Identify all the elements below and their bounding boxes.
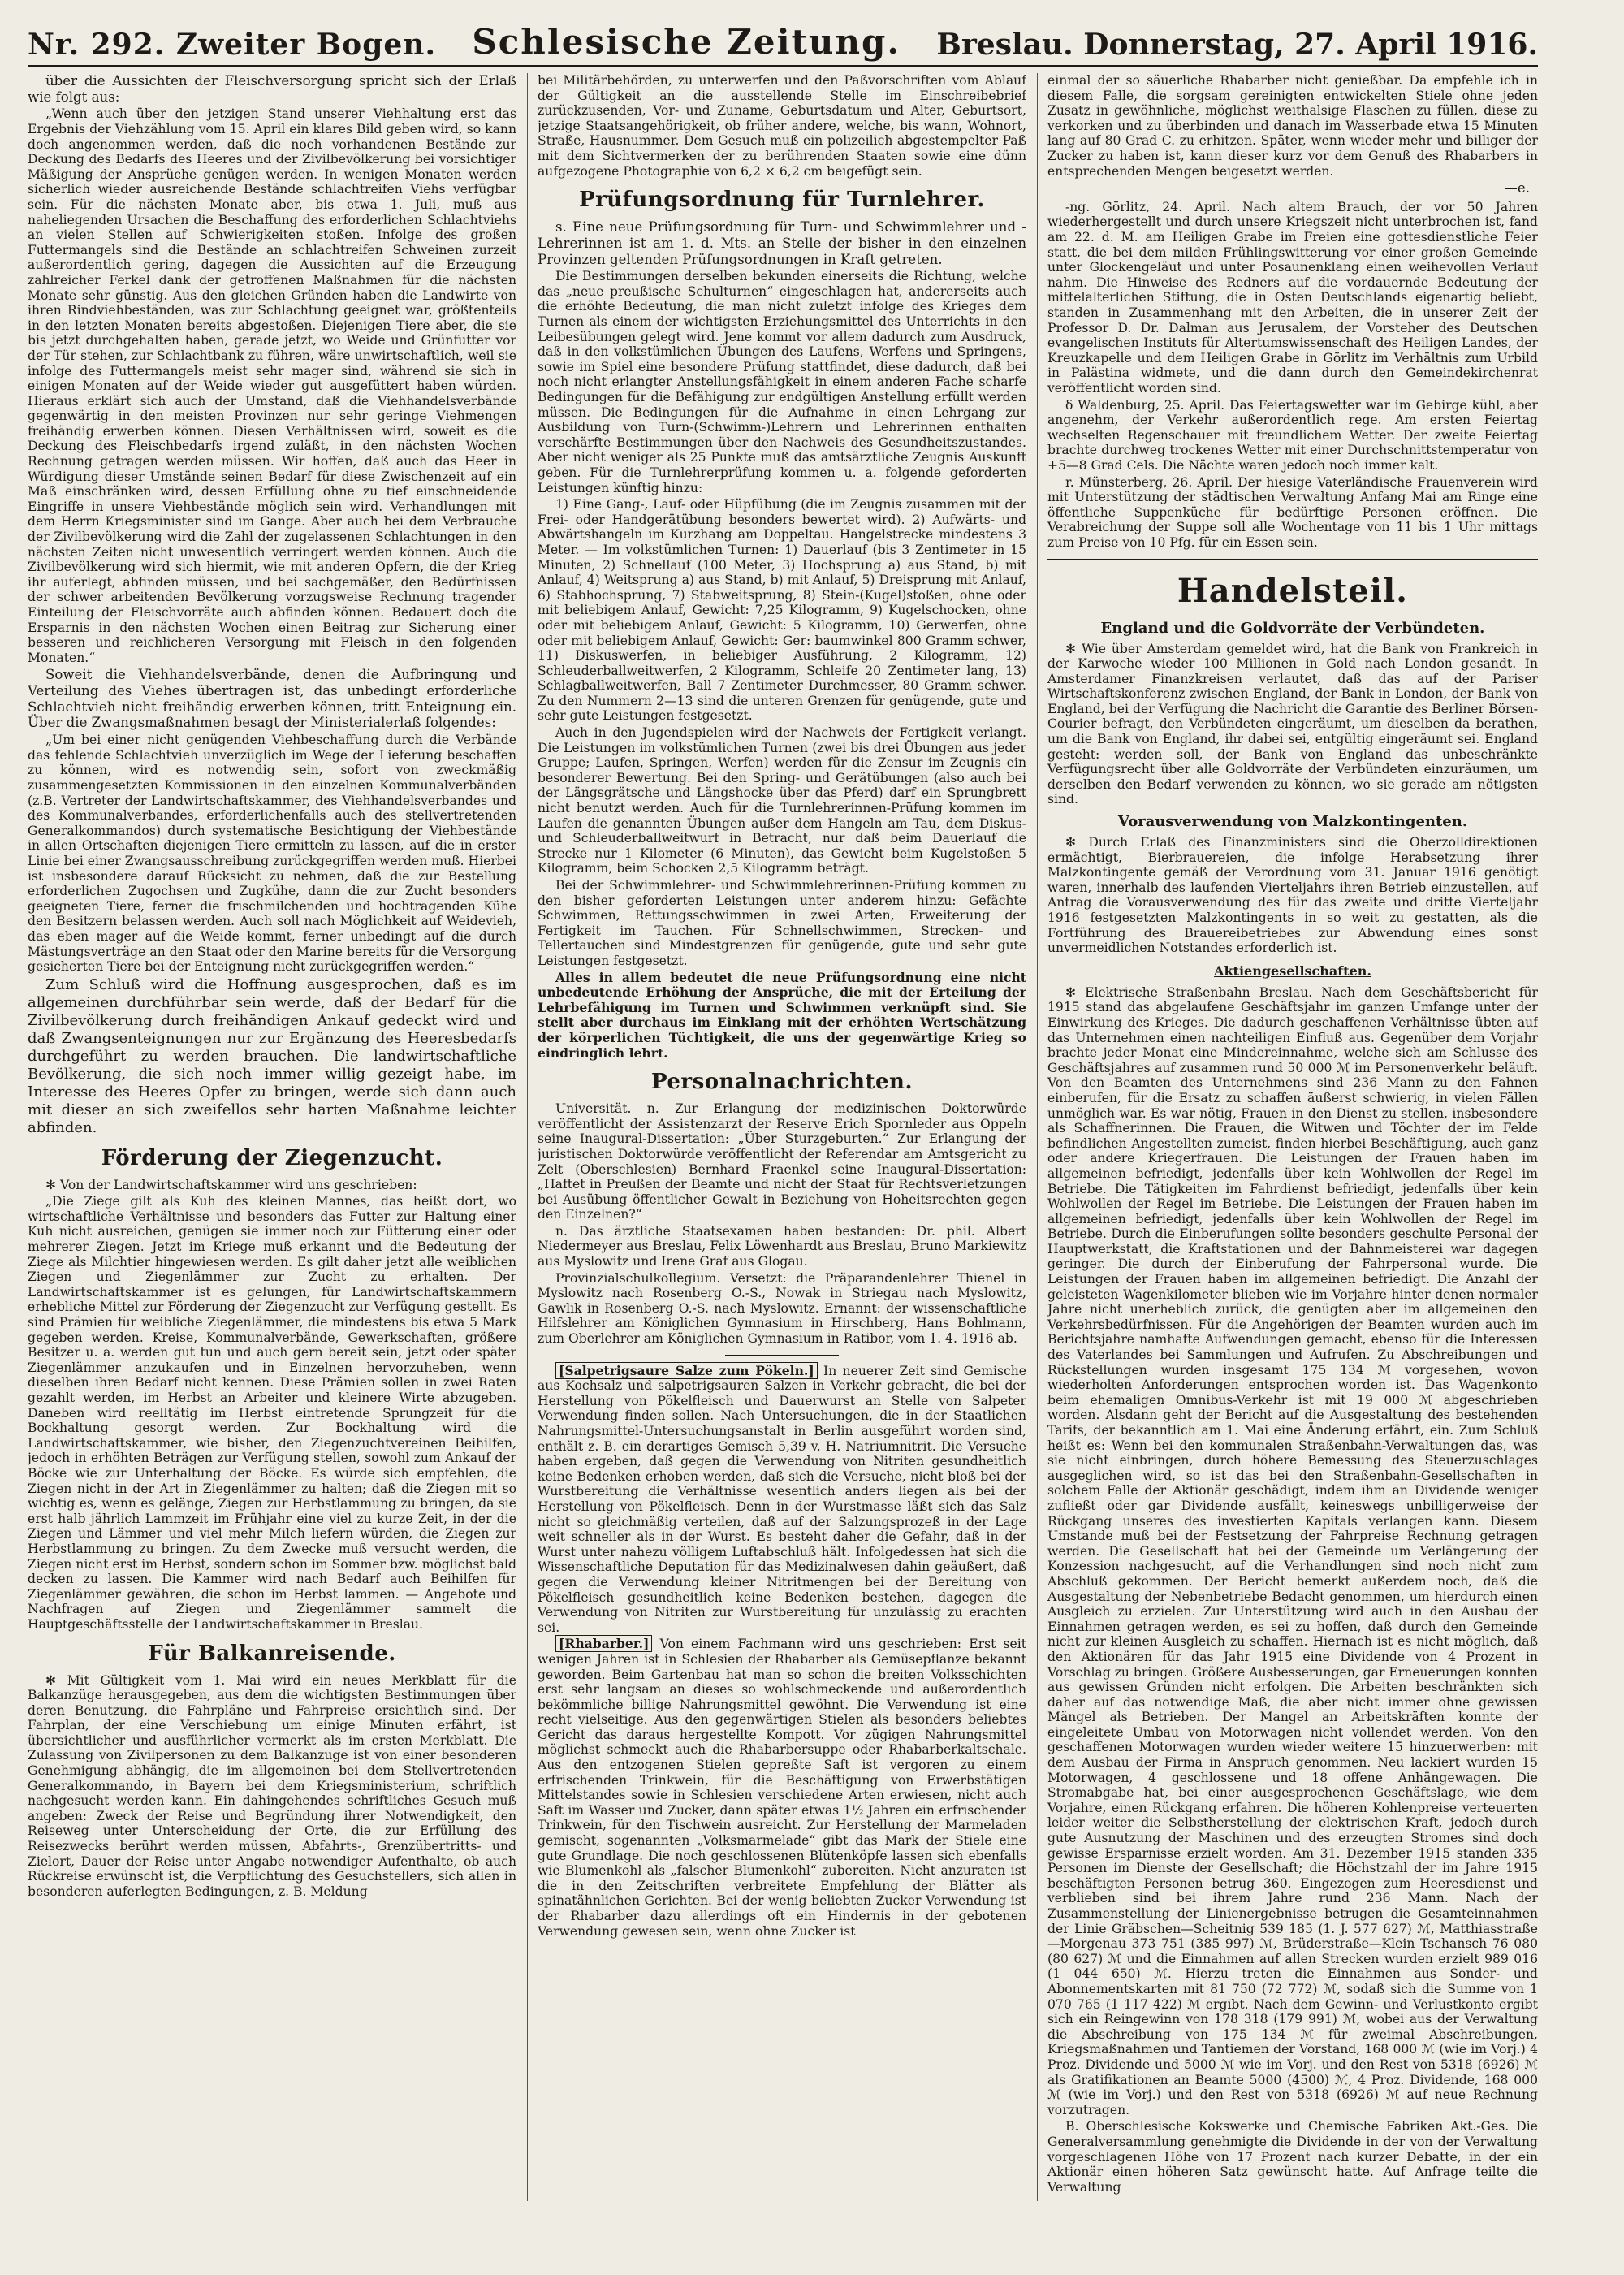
masthead [28,19,1538,62]
item-label: [Rhabarber.] [555,1635,652,1652]
article-paragraph: n. Das ärztliche Staatsexamen haben bestanden: Dr. phil. Albert Niedermeyer aus Breslau, Felix Löwenhardt aus Breslau, Bruno Markiewitz aus Myslowitz und Irene Graf aus Glogau. [538,1223,1026,1269]
item-text: In neuerer Zeit sind Gemische aus Kochsalz und salpetrigsauren Salzen in Verkehr gebracht, die bei der Herstellung von Pökelfleisch und Dauerwurst an Stelle von Salpeter Verwendung finden sollen. Nach Untersuchungen, die in der Staatlichen Nahrungsmittel-Untersuchungsanstalt in Berlin ausgeführt worden sind, enthält z. B. ein derartiges Gemisch 5,39 v. H. Natriumnitrit. Die Versuche haben ergeben, daß gegen die Verwendung von Nitriten gesundheitlich keine Bedenken erhoben werden, daß sich die Versuche, nicht bloß bei der Wurstbereitung die Verhältnisse wesentlich anders liegen als bei der Herstellung von Pökelfleisch. Denn in der Wurstmasse läßt sich das Salz nicht so gleichmäßig verteilen, daß auf der Salzungsprozeß in der Lage weit schneller als in der Wurst. Es besteht daher die Gefahr, daß in der Wurst unter nahezu völligem Luftabschluß hält. Infolgedessen hat sich die Wissenschaftliche Deputation für das Medizinalwesen dahin geäußert, daß gegen die Verwendung kleiner Nitritmengen bei der Bereitung von Pökelfleisch gesundheitlich keine Bedenken bestehen, dagegen die Verwendung von Nitriten zur Wurstbereitung für unzulässig zu erachten sei. [538,1363,1026,1635]
article-heading: Aktiengesellschaften. [1214,962,1371,979]
masthead-rule [28,65,1538,67]
article-heading: Förderung der Ziegenzucht. [101,1145,443,1170]
article-paragraph: ✻ Mit Gültigkeit vom 1. Mai wird ein neues Merkblatt für die Balkanzüge herausgegeben, aus dem die wichtigsten Bestimmungen über deren Benutzung, die Fahrpläne und Fahrpreise ersichtlich sind. Der Fahrplan, der eine Verschiebung um einige Minuten erfährt, ist übersichtlicher und ausführlicher vermerkt als im ersten Merkblatt. Die Zulassung von Zivilpersonen zu dem Balkanzuge ist von einer besonderen Genehmigung abhängig, die im allgemeinen bei dem Stellvertretenden Generalkommando, in Bayern bei dem Kriegsministerium, schriftlich nachgesucht werden kann. Ein dahingehendes schriftliches Gesuch muß angeben: Zweck der Reise und Begründung ihrer Notwendigkeit, den Reiseweg unter Unterscheidung der Orte, die zur Erfüllung des Reisezwecks berührt werden müssen, Abfahrts-, Grenzübertritts- und Zielort, Dauer der Reise unter Angabe notwendiger Aufenthalte, ob auch Rückreise erwünscht ist, die Verpflichtung des Gesuchstellers, sich allen in besonderen auferlegten Bedingungen, z. B. Meldung [28,1672,516,1899]
article-paragraph: Auch in den Jugendspielen wird der Nachweis der Fertigkeit verlangt. Die Leistungen im volkstümlichen Turnen (zwei bis drei Übungen aus jeder Gruppe; Laufen, Springen, Werfen) werden für die Zensur im Zeugnis ein besonderer Bewertung. Bei den Spring- und Gerätübungen (also auch bei der Längsgrätsche und Längshocke über das Pferd) darf ein Sprungbrett nicht benutzt werden. Auch für die Turnlehrerinnen-Prüfung kommen im Laufen die genannten Übungen außer dem Hangeln am Tau, dem Diskus- und Schleuderballweitwurf in Betracht, nur daß beim Dauerlauf die Strecke nur 1 Kilometer (6 Minuten), das Gewicht beim Kugelstoßen 5 Kilogramm, beim Schocken 2,5 Kilogramm beträgt. [538,725,1026,876]
article-paragraph: ✻ Elektrische Straßenbahn Breslau. Nach dem Geschäftsbericht für 1915 stand das abgelaufene Geschäftsjahr im ganzen Umfange unter der Einwirkung des Krieges. Die dadurch geschaffenen Verhältnisse übten auf das Unternehmen einen nachteiligen Einfluß aus. Gegenüber dem Vorjahr brachte jeder Monat eine Mindereinnahme, welche sich am Schlusse des Geschäftsjahres auf zusammen rund 50 000 ℳ im Personenverkehr beläuft. Von den Beamten des Unternehmens sind 236 Mann zu den Fahnen einberufen, für die Ersatz zu schaffen äußerst schwierig, in vielen Fällen unmöglich war. Es war nötig, Frauen in den Dienst zu stellen, insbesondere als Schaffnerinnen. Die Frauen, die Witwen und Töchter der im Felde befindlichen Angestellten zumeist, finden hierbei Beschäftigung, auch ganz oder andere Kriegerfrauen. Die Leistungen der Frauen haben im allgemeinen befriedigt, jedenfalls über kein Wohlwollen der Regel im Betriebe. Die Tätigkeiten im Fahrdienst befriedigt, jedenfalls über kein Wohlwollen der Regel im Betriebe. Die Leistungen der Frauen haben im allgemeinen befriedigt, jedenfalls über kein Wohlwollen der Regel im Betriebe. Durch die Einberufungen sollte besonders geschulte Personal der Hauptwerkstatt, die Kraftstationen und der Bahnmeisterei war dagegen geringer. Die durch der Einberufung der Fahrpersonal wurde. Die Leistungen der Frauen haben im allgemeinen befriedigt. Die Anzahl der geleisteten Wagenkilometer blieben wie im Vorjahre hinter denen normaler Jahre nicht unerheblich zurück, die genügten aber im allgemeinen den Verkehrsbedürfnissen. Für die Angehörigen der Beamten wurden auch im Berichtsjahre namhafte Aufwendungen gemacht, ebenso für die Interessen des Vaterlandes bei Sammlungen und Aufrufen. Zu Abschreibungen und Rückstellungen wurden insgesamt 175 134 ℳ vorgesehen, wovon wiederholten Anforderungen entsprochen worden ist. Das Wagenkonto beim ehemaligen Omnibus-Verkehr ist mit 19 000 ℳ abgeschrieben worden. Alsdann geht der Bericht auf die Ausgestaltung des bestehenden Tarifs, der bekanntlich am 1. Mai eine Änderung erfährt, ein. Zum Schluß heißt es: Wenn bei den kommunalen Straßenbahn-Verwaltungen das, was sie nicht einbringen, durch höhere Bemessung des Steuerzuschlages ausgeglichen wird, so ist das bei den Straßenbahn-Gesellschaften in solchem Falle der Aktionär geschädigt, indem ihm an Dividende weniger zufließt oder gar Dividende ausfällt, keineswegs unbilligerweise der Rückgang unseres des investierten Kapitals verlangen kann. Diesem Umstande muß bei der Festsetzung der Fahrpreise Rechnung getragen werden. Die Gesellschaft hat bei der Gemeinde um Verlängerung der Konzession nachgesucht, auf die Verhandlungen sind noch nicht zum Abschluß gekommen. Der Bericht bemerkt außerdem noch, daß die Ausgestaltung der Nebenbetriebe Bedacht genommen, um hierdurch einen Ausgleich zu erzielen. Zur Unterstützung wird auch in den Ausbau der Einnahmen getragen werden, es sei zu hoffen, daß durch den Gemeinde nicht zur kleinen Ausgleich zu schaffen. Hiernach ist es nicht möglich, daß den Aktionären für das Jahr 1915 eine Dividende von 4 Prozent in Vorschlag zu bringen. Größere Ausbesserungen, gar Erneuerungen konnten aus gewissen Gründen nicht erfolgen. Die Arbeiten beschränkten sich daher auf das notwendige Maß, die aber nicht immer ohne gewissen Mängel als Betrieben. Der Mangel an Arbeitskräften konnte der eingeleitete Umbau von Motorwagen nicht vollendet werden. Von den geschaffenen Motorwagen wurden wieder weitere 15 hinzuerwerben: mit dem Ausbau der Firma in Anspruch genommen. Neu lackiert wurden 15 Motorwagen, 4 geschlossene und 18 offene Anhängewagen. Die Stromabgabe hat, bei einer ausgesprochenen Geschäftslage, wie dem Vorjahre, einen Rückgang erfahren. Die höheren Kohlenpreise verteuerten leider weiter die Selbstherstellung der elektrischen Kraft, jedoch durch gute Ausnutzung der Maschinen und des erzeugten Stromes sind doch gewisse Ersparnisse erzielt worden. Am 31. Dezember 1915 standen 335 Personen im Dienste der Gesellschaft; die Höchstzahl der im Jahre 1915 beschäftigten Personen betrug 360. Eingezogen zum Heeresdienst und verblieben sind bei ihrem Jahre rund 236 Mann. Nach der Zusammenstellung der Linienergebnisse betrugen die Gesamteinnahmen der Linie Gräbschen—Scheitnig 539 185 (1. J. 577 627) ℳ, Matthiasstraße—Morgenau 373 751 (385 997) ℳ, Brüderstraße—Klein Tschansch 76 080 (80 627) ℳ und die Einnahmen auf allen Strecken wurden erzielt 989 016 (1 044 650) ℳ. Hierzu treten die Einnahmen aus Sonder- und Abonnementskarten mit 81 750 (72 772) ℳ, sodaß sich die Summe von 1 070 765 (1 117 422) ℳ ergibt. Nach dem Gewinn- und Verlustkonto ergibt sich ein Reingewinn von 178 318 (179 991) ℳ, wobei aus der Verwaltung die Abschreibung von 175 134 ℳ für zweimal Abschreibungen, Kriegsmaßnahmen und Tantiemen der Vorstand, 168 000 ℳ (wie im Vorj.) 4 Proz. Dividende und 5000 ℳ wie im Vorj. und den Rest von 5318 (6926) ℳ als Gratifikationen an Beamte 5000 (4500) ℳ, 4 Proz. Dividende, 168 000 ℳ (wie im Vorj.) und den Rest von 5318 (6926) ℳ auf neue Rechnung vorzutragen. [1047,984,1538,2117]
article-heading: England und die Goldvorräte der Verbündeten. [1100,619,1485,637]
article-paragraph: ✻ Wie über Amsterdam gemeldet wird, hat die Bank von Frankreich in der Karwoche wieder 100 Millionen in Gold nach London gesandt. In Amsterdamer Finanzkreisen verlautet, daß das auf der Pariser Wirtschaftskonferenz zwischen England, der Bank in London, der Bank von England, bei der Verfügung die Nachricht die Garantie des Berliner Börsen-Courier befragt, den Verbündeten eingeräumt, um dieselben da berathen, um die Bank von England, ihr dabei sei, entgültig eingeräumt sei. England gesteht: werden soll, der Bank von England das unbeschränkte Verfügungsrecht über alle Goldvorräte der Verbündeten einzuräumen, um derselben den Bedarf verwenden zu können, wo sie gerade am nötigsten sind. [1047,641,1538,807]
masthead-number: Nr. 292. Zweiter Bogen. [28,28,436,62]
newspaper-title: Schlesische Zeitung. [472,22,901,62]
newspaper-page [28,19,1538,2245]
article-paragraph: B. Oberschlesische Kokswerke und Chemische Fabriken Akt.-Ges. Die Generalversammlung genehmigte die Dividende in der von der Verwaltung vorgeschlagenen Höhe von 17 Prozent nach kurzer Debatte, in der ein Aktionär einen höheren Satz gewünscht hatte. Auf Anfrage teilte die Verwaltung [1047,2119,1538,2195]
article-paragraph: bei Militärbehörden, zu unterwerfen und den Paßvorschriften vom Ablauf der Gültigkeit an die ausstellende Stelle im Einschreibebrief zurückzusenden, Vor- und Zuname, Geburtsdatum und Alter, Geburtsort, jetzige Staatsangehörigkeit, ob früher andere, welche, bis wann, Wohnort, Straße, Hausnummer. Dem Gesuch muß ein polizeilich abgestempelter Paß mit dem Sichtvermerken der zu berührenden Staaten sowie eine dünn aufgezogene Photographie von 6,2 × 6,2 cm beigefügt sein. [538,73,1026,179]
masthead-weekday-date: Donnerstag, 27. April 1916. [1083,28,1538,62]
columns [28,73,1538,2201]
article-paragraph: ✻ Durch Erlaß des Finanzministers sind die Oberzolldirektionen ermächtigt, Bierbrauereien, die infolge Herabsetzung ihrer Malzkontingente gemäß der Verordnung vom 31. Januar 1916 genötigt waren, innerhalb des laufenden Vierteljahrs ihren Betrieb einzustellen, auf Antrag die Vorausverwendung des für das zweite und dritte Vierteljahr 1916 festgesetzten Malzkontingents in so weit zu gestatten, als die Fortführung des Brauereibetriebes zur Abwendung eines sonst unvermeidlichen Notstandes erforderlich ist. [1047,835,1538,956]
article-paragraph [538,1364,1026,1636]
masthead-date [936,28,1538,62]
article-paragraph [538,1637,1026,1939]
item-label: [Salpetrigsaure Salze zum Pökeln.] [555,1362,818,1379]
article-paragraph: Alles in allem bedeutet die neue Prüfungsordnung eine nicht unbedeutende Erhöhung der Ansprüche, die mit der Erteilung der Lehrbefähigung im Turnen und Schwimmen verknüpft sind. Sie stellt aber durchaus im Einklang mit der erhöhten Wertschätzung der körperlichen Tüchtigkeit, die uns der gegenwärtige Krieg so eindringlich lehrt. [538,969,1026,1061]
section-divider [1047,559,1538,560]
author-signature: —e. [1504,180,1530,197]
column-3 [1047,73,1538,2201]
article-paragraph: Zum Schluß wird die Hoffnung ausgesprochen, daß es im allgemeinen durchführbar sein werde, daß der Bedarf für die Zivilbevölkerung durch freihändigen Ankauf gedeckt wird und daß Zwangsenteignungen nur zur Ergänzung des Heeresbedarfs durchgeführt zu werden brauchen. Die landwirtschaftliche Bevölkerung, die sich noch immer willig gezeigt habe, im Interesse des Heeres Opfer zu bringen, werde sich dann auch mit dieser an sich zweifellos sehr harten Maßnahme leichter abfinden. [28,975,516,1136]
article-paragraph: Soweit die Viehhandelsverbände, denen die Aufbringung und Verteilung des Viehes übertragen ist, das unbedingt erforderliche Schlachtvieh nicht freihändig erwerben können, tritt Enteignung ein. Über die Zwangsmaßnahmen besagt der Ministerialerlaß folgendes: [28,667,516,731]
article-heading: Für Balkanreisende. [148,1641,396,1666]
article-heading: Personalnachrichten. [651,1070,913,1095]
article-paragraph: „Die Ziege gilt als Kuh des kleinen Mannes, das heißt dort, wo wirtschaftliche Verhältnisse und besonders das Futter zur Haltung einer Kuh nicht ausreichen, genügen sie immer noch zur Fütterung einer oder mehrerer Ziegen. Jetzt im Kriege muß erkannt und die Bedeutung der Ziege als Milchtier hingewiesen werden. Es gilt daher jetzt alle weiblichen Ziegen und Ziegenlämmer zur Zucht zu erhalten. Der Landwirtschaftskammer ist es gelungen, für Landwirtschaftskammern erhebliche Mittel zur Förderung der Ziegenzucht zur Verfügung gestellt. Es sind Prämien für weibliche Ziegenlämmer, die mindestens bis etwa 5 Mark gegeben werden. Kreise, Kommunalverbände, Gewerkschaften, größere Besitzer u. a. werden gut tun und auch gern bereit sein, jetzt oder später Ziegenlämmer anzukaufen und in Einzelnen hervorzuheben, wenn dieselben ihren Bedarf nicht kennen. Diese Prämien sollen in zwei Raten gezahlt werden, im Herbst an Arbeiter und kleinere Wirte abzugeben. Daneben wird reelltätig im Herbst eintretende Sprungzeit für die Bockhaltung gesorgt werden. Zur Bockhaltung wird die Landwirtschaftskammer, wie bisher, den Ziegenzuchtvereinen Beihilfen, jedoch in erhöhten Beträgen zur Verfügung stellen, sowohl zum Ankauf der Böcke wie zur Unterhaltung der Böcke. Es würde sich empfehlen, die Ziegen nicht in der Art in Ziegenlämmer zu halten; daß die Ziegen mit so wichtig es, wenn es gelänge, Ziegen zur Herbstlammung zu bringen, da sie erst halb jährlich Lammzeit im Frühjahr eine viel zu kurze Zeit, in der die Ziegen und Lämmer und viel mehr Milch liefern würden, die Ziegen zur Herbstlammung zu bringen. Zu dem Zwecke muß versucht werden, die Ziegen nicht erst im Herbst, sondern schon im Sommer bzw. möglichst bald decken zu lassen. Die Kammer wird nach Bedarf auch Beihilfen für Ziegenlämmer gewähren, die schon im Herbst lammen. — Angebote und Nachfragen auf Ziegen und Ziegenlämmer sammelt die Hauptgeschäftsstelle der Landwirtschaftskammer in Breslau. [28,1194,516,1632]
item-text: Von einem Fachmann wird uns geschrieben: Erst seit wenigen Jahren ist in Schlesien der Rhabarber als Gemüsepflanze bekannt geworden. Beim Gartenbau hat man so schon die breiten Volksschichten erst sehr langsam an dieses so wohlschmeckende und außerordentlich bekömmliche billige Nahrungsmittel gewöhnt. Die Verwendung ist eine recht vielseitige. Aus den gegenwärtigen Stielen als besonders beliebtes Gericht das daraus hergestellte Kompott. Vor zügigen Nahrungsmittel möglichst schmeckt auch die Rhabarbersuppe oder Rhabarberkaltschale. Aus den entzogenen Stielen gepreßte Saft ist vergoren zu einem erfrischenden Trinkwein, für die Beschäftigung von Erwerbstätigen Mittelstandes sowie in Schlesien verschiedene Arten erwiesen, nicht auch Saft im Wasser und Zucker, dann später etwas 1½ Jahren ein erfrischender Trinkwein, für den Tischwein ausreicht. Zur Herstellung der Marmeladen gemischt, sogenannten „Volksmarmelade“ gibt das Mark der Stiele eine gute Grundlage. Die noch geschlossenen Blütenköpfe lassen sich ebenfalls wie Blumenkohl als „falscher Blumenkohl“ zubereiten. Nicht anzuraten ist die in den Zeitschriften verbreitete Empfehlung der Blätter als spinatähnlichen Gerichten. Bei der wenig beliebten Zucker Verwendung ist der Rhabarber dazu allerdings oft ein Hindernis in der gebotenen Verwendung gewesen sein, wenn ohne Zucker ist [538,1637,1026,1939]
column-1 [28,73,516,2201]
article-paragraph: Bei der Schwimmlehrer- und Schwimmlehrerinnen-Prüfung kommen zu den bisher geforderten Leistungen unter anderem hinzu: Gefächte Schwimmen, Rettungsschwimmen in zwei Arten, Erweiterung der Fertigkeit im Tauchen. Für Schnellschwimmen, Strecken- und Tellertauchen sind Mindestgrenzen für genügende, gute und sehr gute Leistungen festgesetzt. [538,878,1026,968]
article-paragraph: Die Bestimmungen derselben bekunden einerseits die Richtung, welche das „neue preußische Schulturnen“ eingeschlagen hat, andererseits auch die erhöhte Bedeutung, die man nicht zuletzt infolge des Krieges dem Turnen als einem der wichtigsten Erziehungsmittel des Unterrichts in den Leibesübungen gelegt wird. Jene kommt vor allem dadurch zum Ausdruck, daß in den volkstümlichen Übungen des Laufens, Werfens und Springens, sowie im Spiel eine besondere Prüfung stattfindet, diese dadurch, daß bei noch nicht erlangter Anstellungsfähigkeit in einem anderen Fache scharfe Bedingungen für die Befähigung zur endgültigen Anstellung erfüllt werden müssen. Die Bedingungen für die Aufnahme in einen Lehrgang zur Ausbildung von Turn-(Schwimm-)Lehrern und Lehrerinnen enthalten verschärfte Bestimmungen über den Nachweis des Gesundheitszustandes. Aber nicht weniger als 25 Punkte muß das amtsärztliche Zeugnis Auskunft geben. Für die Turnlehrerprüfung kommen u. a. folgende geforderten Leistungen künftig hinzu: [538,269,1026,495]
article-paragraph: r. Münsterberg, 26. April. Der hiesige Vaterländische Frauenverein wird mit Unterstützung der städtischen Verwaltung Anfang Mai am Ringe eine öffentliche Suppenküche für bedürftige Personen eröffnen. Die Verabreichung der Suppe soll alle Wochentage von 11 bis 1 Uhr mittags zum Preise von 10 Pfg. für ein Essen sein. [1047,474,1538,550]
article-paragraph: Universität. n. Zur Erlangung der medizinischen Doktorwürde veröffentlicht der Assistenzarzt der Reserve Erich Spornleder aus Oppeln seine Inaugural-Dissertation: „Über Sturzgeburten.“ Zur Erlangung der juristischen Doktorwürde veröffentlicht der Referendar am Amtsgericht zu Zelt (Oberschlesien) Bernhard Fraenkel seine Inaugural-Dissertation: „Haftet in Preußen der Beamte und nicht der Staat für Rechtsverletzungen bei Ausübung öffentlicher Gewalt in Beziehung von Hoheitsrechten gegen den Einzelnen?“ [538,1101,1026,1222]
article-paragraph: über die Aussichten der Fleischversorgung spricht sich der Erlaß wie folgt aus: [28,73,516,105]
masthead-place: Breslau. [936,28,1073,62]
article-heading: Vorausverwendung von Malzkontingenten. [1117,813,1468,831]
article-paragraph: s. Eine neue Prüfungsordnung für Turn- und Schwimmlehrer und -Lehrerinnen ist am 1. d. Mts. an Stelle der bisher in den einzelnen Provinzen geltenden Prüfungsordnungen in Kraft getreten. [538,219,1026,267]
article-paragraph: 1) Eine Gang-, Lauf- oder Hüpfübung (die im Zeugnis zusammen mit der Frei- oder Handgerätübung besonders bewertet wird). 2) Aufwärts- und Abwärtshangeln im Kurzhang am Doppeltau. Hangelstrecke mindestens 3 Meter. — Im volkstümlichen Turnen: 1) Dauerlauf (bis 3 Zentimeter in 15 Minuten, 2) Schnellauf (100 Meter, 3) Hochsprung a) aus Stand, b) mit Anlauf, 4) Weitsprung a) aus Stand, b) mit Anlauf, 5) Dreisprung mit Anlauf, 6) Stabhochsprung, 7) Stabweitsprung, 8) Stein-(Kugel)stoßen, ohne oder mit beliebigem Anlauf, Gewicht: 7,25 Kilogramm, 9) Kugelschocken, ohne oder mit beliebigem Anlauf, Gewicht: 5 Kilogramm, 10) Gerwerfen, ohne oder mit beliebigem Anlauf, Gewicht: Ger: baumwinkel 800 Gramm schwer, 11) Diskuswerfen, in beliebiger Ausführung, 2 Kilogramm, 12) Schleuderballweitwerfen, 2 Kilogramm, Schleife 20 Zentimeter lang, 13) Schlagballweitwerfen, Ball 7 Zentimeter Durchmesser, 80 Gramm schwer. Zu den Nummern 2—13 sind die unteren Grenzen für genügende, gute und sehr gute Leistungen festgesetzt. [538,497,1026,724]
article-paragraph: „Wenn auch über den jetzigen Stand unserer Viehhaltung erst das Ergebnis der Viehzählung vom 15. April ein klares Bild geben wird, so kann doch angenommen werden, daß die noch vorhandenen Bestände zur Deckung des Bedarfs des Heeres und der Zivilbevölkerung bei vorsichtiger Mäßigung der Ansprüche genügen werden. In wenigen Monaten werden sicherlich wieder ausreichende Bestände schlachtreifen Viehs verfügbar sein. Für die nächsten Monate aber, bis etwa 1. Juli, muß aus naheliegenden Ursachen die Beschaffung des erforderlichen Schlachtviehs an vielen Stellen auf Schwierigkeiten stoßen. Infolge des großen Futtermangels sind die Bestände an schlachtreifen Schweinen zurzeit außerordentlich gering, dagegen die Aussichten auf die Erzeugung zahlreicher Ferkel dank der getroffenen Maßnahmen für die nächsten Monate sehr günstig. Aus den gleichen Gründen haben die Landwirte von ihren Rindviehbeständen, was zur Schlachtung geeignet war, größtenteils in den letzten Monaten bereits abgestoßen. Diejenigen Tiere aber, die sie bis jetzt durchgehalten haben, gerade jetzt, wo Weide und Grünfutter vor der Tür stehen, zur Schlachtbank zu führen, wäre unwirtschaftlich, weil sie infolge des Futtermangels meist sehr mager sind, während sie sich in einigen Monaten auf der Weide wieder gut ausgefüttert haben würden. Hieraus erklärt sich auch der Umstand, daß die Viehhandelsverbände gegenwärtig in den meisten Provinzen nur sehr geringe Viehmengen freihändig erwerben können. Diesen Verhältnissen wird, soweit es die Deckung des Fleischbedarfs irgend zuläßt, in den nächsten Wochen Rechnung getragen werden müssen. Wir hoffen, daß auch das Heer in Würdigung dieser Umstände seinen Bedarf für diese Zwischenzeit auf ein Maß einschränken wird, dessen Erfüllung ohne zu tief einschneidende Eingriffe in unsere Viehbestände möglich sein wird. Verhandlungen mit dem Herrn Kriegsminister sind im Gange. Aber auch bei dem Verbrauche der Zivilbevölkerung wird die Zahl der zugelassenen Schlachtungen in den nächsten Zeiten nicht unwesentlich verringert werden können. Auch die Zivilbevölkerung wird sich hiermit, wie mit anderen Opfern, die der Krieg ihr auferlegt, abfinden müssen, und bei sachgemäßer, den Bedürfnissen der schwer arbeitenden Bevölkerung vorzugsweise Rechnung tragender Einteilung der Fleischvorräte auch abfinden können. Bedauert doch die Ersparnis in den nächsten Wochen einen Beitrag zur Sicherung einer besseren und reichlicheren Versorgung mit Fleisch in den folgenden Monaten.“ [28,106,516,665]
article-paragraph: einmal der so säuerliche Rhabarber nicht genießbar. Da empfehle ich in diesem Falle, die sorgsam gereinigten entwickelten Stiele ohne jeden Zusatz in gewöhnliche, möglichst weithalsige Flaschen zu füllen, diese zu verkorken und zu überbinden und danach im Wasserbade etwa 15 Minuten lang auf 80 Grad C. zu erhitzen. Später, wenn wieder mehr und billiger der Zucker zu haben ist, kann dieser kurz vor dem Genuß des Rhabarbers in entsprechenden Mengen beigesetzt werden. [1047,73,1538,179]
column-2 [538,73,1026,2201]
article-heading: Prüfungsordnung für Turnlehrer. [579,188,985,213]
section-heading: Handelsteil. [1177,571,1409,610]
article-paragraph: -ng. Görlitz, 24. April. Nach altem Brauch, der vor 50 Jahren wiederhergestellt und durch unsere Kriegszeit nicht unterbrochen ist, fand am 22. d. M. am Heiligen Grabe im Freien eine gottesdienstliche Feier statt, die bei dem milden Frühlingswitterung vor einer großen Gemeinde unter Glockengeläut und unter Posaunenklang einen weihevollen Verlauf nahm. Die Hinweise des Redners auf die vordauernde Bedeutung der mittelalterlichen Stiftung, die in Osten Deutschlands eigenartig beliebt, standen in Zusammenhang mit den Arbeiten, die in unserer Zeit der Professor D. Dr. Dalman aus Jerusalem, der Vorsteher des Deutschen evangelischen Instituts für Altertumswissenschaft des Heiligen Landes, der Kreuzkapelle und dem Heiligen Grabe in Görlitz im Verhältnis zum Urbild in Palästina widmete, und die dann durch den Gemeindekirchenrat veröffentlicht worden sind. [1047,199,1538,396]
article-paragraph: „Um bei einer nicht genügenden Viehbeschaffung durch die Verbände das fehlende Schlachtvieh unverzüglich im Wege der Lieferung beschaffen zu können, wird es notwendig sein, sofort von zweckmäßig zusammengesetzten Kommissionen in den einzelnen Kommunalverbänden (z.B. Vertreter der Landwirtschaftskammer, des Viehhandelsverbandes und des Kommunalverbandes, erforderlichenfalls auch des stellvertretenden Generalkommandos) durch systematische Besichtigung der Viehbestände in allen Ortschaften diejenigen Tiere ermitteln zu lassen, auf die in erster Linie bei einer Zwangsausschreibung zurückgegriffen werden muß. Hierbei ist insbesondere darauf Rücksicht zu nehmen, daß die zur Bestellung erforderlichen Zugochsen und Zugkühe, dann die zur Zucht besonders geeigneten Tiere, ferner die frischmilchenden und hochtragenden Kühe den Besitzern belassen werden. Auch soll nach Möglichkeit auf Weidevieh, das eben mager auf die Weide kommt, ferner unbedingt auf die durch Mästungsverträge an den Staat oder den Marine bereits für die Versorgung gesicherten Tiere bei der Enteignung nicht zurückgegriffen werden.“ [28,733,516,975]
masthead-sheet: Zweiter Bogen. [175,28,436,62]
article-paragraph: ✻ Von der Landwirtschaftskammer wird uns geschrieben: [45,1177,417,1192]
section-divider [725,1355,839,1356]
article-paragraph: Provinzialschulkollegium. Versetzt: die Präparandenlehrer Thienel in Myslowitz nach Rosenberg O.-S., Nowak in Striegau nach Myslowitz, Gawlik in Rosenberg O.-S. nach Myslowitz. Ernannt: der wissenschaftliche Hilfslehrer am Königlichen Gymnasium in Hirschberg, Hans Bohlmann, zum Oberlehrer am Königlichen Gymnasium in Ratibor, vom 1. 4. 1916 ab. [538,1270,1026,1347]
article-paragraph: δ Waldenburg, 25. April. Das Feiertagswetter war im Gebirge kühl, aber angenehm, der Verkehr außerordentlich rege. Am ersten Feiertag wechselten Regenschauer mit freundlichem Wetter. Der zweite Feiertag brachte durchweg trockenes Wetter mit einer Durchschnittstemperatur von +5—8 Grad Cels. Die Nächte waren jedoch noch immer kalt. [1047,397,1538,473]
